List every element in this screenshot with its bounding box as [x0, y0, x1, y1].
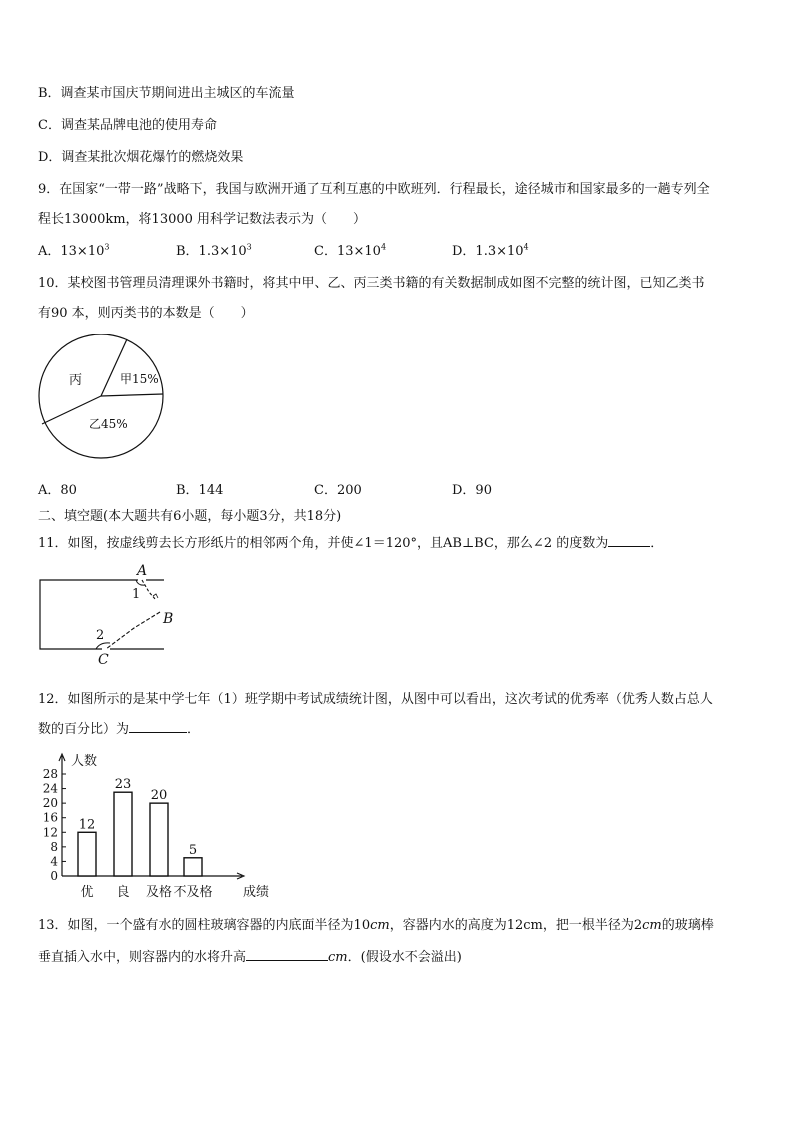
q10-pie-chart [34, 334, 170, 464]
category-label: 及格 [145, 885, 173, 900]
bar-value-label: 5 [188, 842, 198, 858]
label-a: A [137, 563, 148, 579]
category-label: 良 [116, 885, 130, 900]
q9-option-d: D．$1.3\times 10^4$ [452, 242, 529, 259]
label-1: 1 [132, 587, 141, 602]
label-2: 2 [96, 628, 105, 643]
q11-stem: 11．如图，按虚线剪去长方形纸片的相邻两个角，并使∠1＝120°，且AB⊥BC，那么∠2 的度数为 ． [38, 536, 664, 551]
q13-stem-line2: 垂直插入水中，则容器内的水将升高 cm．(假设水不会溢出) [38, 950, 462, 965]
bar-value-label: 23 [114, 777, 132, 793]
q10-option-a: A．80 [38, 483, 77, 498]
label-b: B [163, 611, 174, 627]
y-tick-label: 12 [42, 825, 58, 840]
pie-label-yi: 乙45% [89, 417, 128, 431]
rect-left-edges [40, 580, 141, 649]
q12-stem-line2: 数的百分比）为 ． [38, 722, 201, 737]
cut-line-ab [142, 580, 156, 600]
pie-divider-jia-top [101, 339, 127, 396]
x-axis-label: 成绩 [242, 885, 270, 900]
q10-option-b: B．144 [176, 483, 224, 498]
q10-option-d: D．90 [452, 483, 492, 498]
q11-answer-blank[interactable] [608, 534, 650, 547]
q8-option-c: C．调查某品牌电池的使用寿命 [38, 118, 217, 133]
category-label: 不及格 [173, 885, 213, 900]
q9-stem-line2: 程长13000km，将13000 用科学记数法表示为（ ） [38, 212, 367, 227]
q9-option-b: B．$1.3\times 10^3$ [176, 242, 252, 259]
q11-rectangle-figure [36, 560, 180, 668]
q9-option-a: A．$13\times 10^3$ [38, 242, 110, 259]
pie-label-jia: 甲15% [120, 372, 159, 386]
bar [150, 803, 168, 876]
pie-label-bing: 丙 [69, 373, 83, 388]
y-tick-label: 24 [42, 781, 58, 796]
q13-answer-blank[interactable] [246, 948, 328, 961]
category-label: 优 [80, 885, 94, 900]
q10-option-c: C．200 [314, 483, 362, 498]
y-tick-label: 8 [50, 839, 58, 854]
q8-option-b: B．调查某市国庆节期间进出主城区的车流量 [38, 86, 295, 101]
q12-stem-line1: 12．如图所示的是某中学七年（1）班学期中考试成绩统计图，从图中可以看出，这次考试的优秀率（优秀人数占总人 [38, 692, 713, 707]
bar [114, 792, 132, 876]
y-tick-label: 20 [42, 796, 58, 811]
section-heading: 二、填空题(本大题共有6小题，每小题3分，共18分) [38, 509, 342, 524]
q13-stem-line1: 13．如图，一个盛有水的圆柱玻璃容器的内底面半径为10cm，容器内水的高度为12cm，把一根半径为2cm的玻璃棒 [38, 918, 714, 933]
y-axis-label: 人数 [71, 754, 98, 769]
q9-stem-line1: 9．在国家“一带一路”战略下，我国与欧洲开通了互利互惠的中欧班列．行程最长，途径城市和国家最多的一趟专列全 [38, 182, 710, 197]
q10-stem-line1: 10．某校图书管理员清理课外书籍时，将其中甲、乙、丙三类书籍的有关数据制成如图不完整的统计图，已知乙类书 [38, 276, 705, 291]
q9-option-c: C．$13\times 10^4$ [314, 242, 387, 259]
y-tick-label: 28 [42, 767, 58, 781]
q8-option-d: D．调查某批次烟花爆竹的燃烧效果 [38, 150, 244, 165]
q12-answer-blank[interactable] [129, 720, 187, 733]
bar [78, 832, 96, 876]
y-tick-label: 16 [42, 810, 58, 825]
label-c: C [98, 652, 109, 668]
cut-line-bc [106, 612, 160, 649]
bar-value-label: 12 [78, 817, 96, 833]
y-tick-label: 4 [50, 854, 58, 869]
pie-divider-jia-bottom [101, 394, 163, 396]
angle-1-arc [136, 580, 145, 585]
y-tick-label: 0 [50, 869, 58, 883]
bar [184, 858, 202, 876]
q12-bar-chart [32, 748, 284, 908]
q10-stem-line2: 有90 本，则丙类书的本数是（ ） [38, 306, 254, 321]
bar-value-label: 20 [150, 788, 168, 804]
